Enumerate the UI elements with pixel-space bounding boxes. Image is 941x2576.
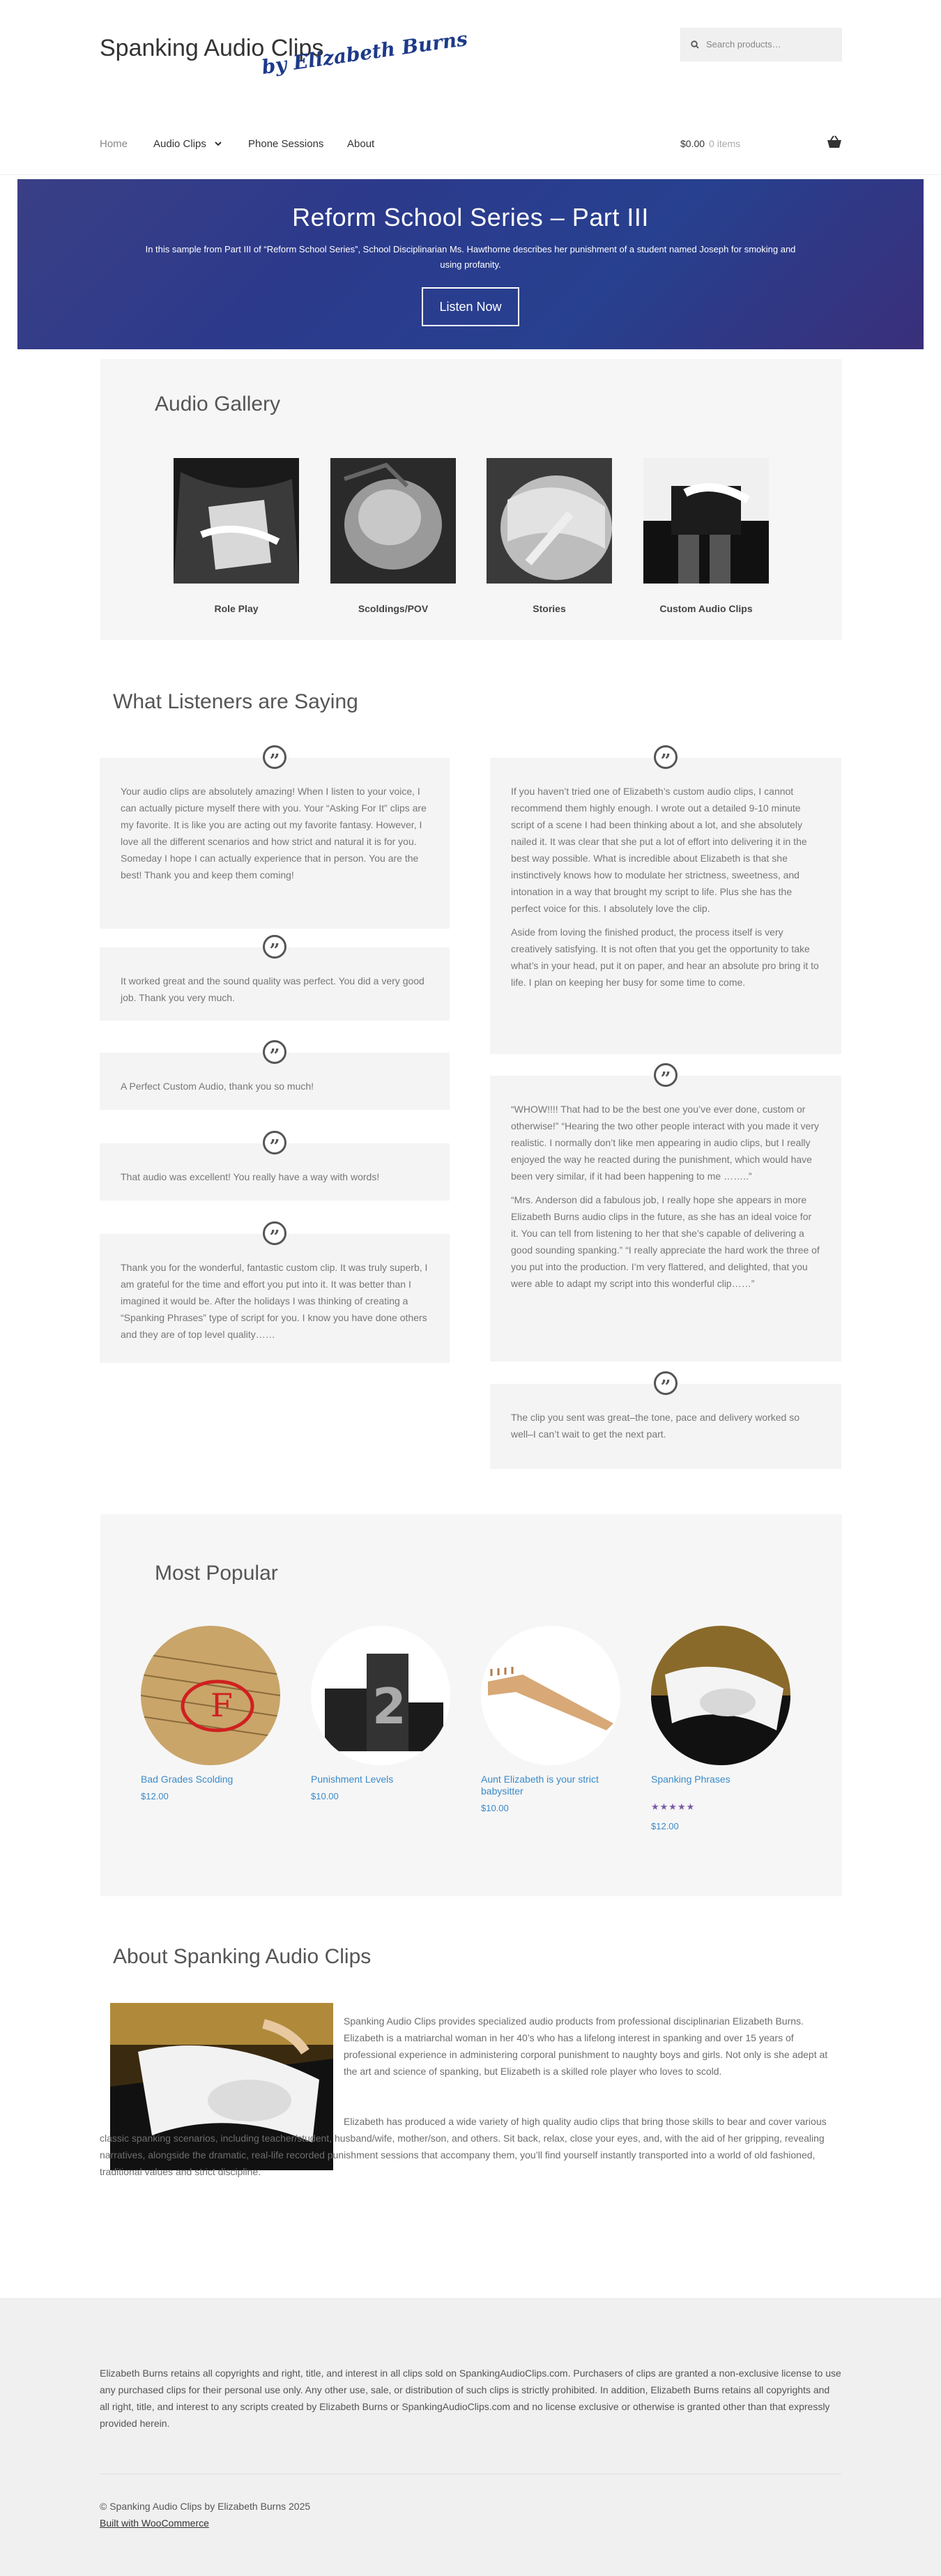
testimonial-card [100, 1046, 450, 1110]
testimonial-text: The clip you sent was great–the tone, pace and delivery worked so well–I can’t wait to get the next part. [511, 1412, 800, 1440]
hero-description: In this sample from Part III of “Reform School Series”, School Disciplinarian Ms. Hawthorne describes her punishment of a student named Joseph for smoking and using profanity. [145, 244, 796, 270]
hero-title: Reform School Series – Part III [292, 203, 649, 231]
product-name[interactable]: Bad Grades Scolding [141, 1774, 234, 1785]
testimonial-text: It worked great and the sound quality was perfect. You did a very good job. Thank you very much. [121, 975, 424, 1003]
product-name[interactable]: Punishment Levels [311, 1774, 394, 1785]
testimonial-card [100, 1136, 450, 1201]
about-paragraph: Spanking Audio Clips provides specialized audio products from professional disciplinarian Elizabeth Burns. Elizabeth is a matriarchal woman in her 40’s who has a lifelong interest in spanking and over 15 years of professional experience in administering corporal punishment to naughty boys and girls. Not only is she adept at the art and science of spanking, but Elizabeth is a skilled role player who loves to scold. [344, 2015, 828, 2077]
gallery-thumb-stories[interactable] [487, 458, 612, 584]
search-input[interactable] [680, 28, 842, 61]
nav-phone-sessions[interactable]: Phone Sessions [248, 138, 324, 150]
chevron-down-icon[interactable] [214, 140, 222, 147]
testimonial-text: “WHOW!!!! That had to be the best one you’ve ever done, custom or otherwise!” “Hearing the two other people interact with you made it very realistic. I normally don’t like men appearing in audio clips, but I really enjoyed the way he reacted during the punishment, which would have been very similar, if it had been happening to me ……..” [511, 1104, 819, 1182]
product-image-punishment-levels[interactable] [311, 1626, 450, 1765]
quote-icon: ” [263, 745, 286, 769]
testimonial-text: Your audio clips are absolutely amazing! When I listen to your voice, I can actually picture myself there with you. Your “Asking For It” clips are my favorite. It is like you are acting out my favorite fantasy. However, I love all the different scenarios and how strict and natural it is for you. Someday I hope I can actually experience that in person. You are the best! Thank you and keep them coming! [121, 786, 427, 881]
woocommerce-link[interactable]: Built with WooCommerce [100, 2517, 209, 2529]
product-price: $10.00 [311, 1791, 339, 1801]
product-image-babysitter[interactable] [481, 1626, 620, 1765]
product-price: $12.00 [651, 1821, 679, 1831]
search-icon [691, 40, 699, 49]
gallery-label-scoldings[interactable]: Scoldings/POV [358, 603, 429, 614]
cart-amount: $0.00 [680, 138, 705, 149]
gallery-thumb-role-play[interactable] [174, 458, 299, 584]
gallery-title: Audio Gallery [155, 393, 281, 416]
gallery-thumb-scoldings[interactable] [330, 458, 456, 584]
nav-home[interactable]: Home [100, 138, 128, 150]
hero-banner [17, 179, 924, 349]
footer-legal: Elizabeth Burns retains all copyrights and right, title, and interest in all clips sold on SpankingAudioClips.com. Purchasers of clips are granted a non-exclusive license to use any purchased clips for their personal use only. Any other use, sale, or distribution of such clips is strictly prohibited. In addition, Elizabeth Burns retains all copyrights and all right, title, and interest to any scripts created by Elizabeth Burns or SpankingAudioClips.com and no license exclusive or otherwise is granted other than that expressly provided herein. [100, 2368, 841, 2429]
gallery-label-stories[interactable]: Stories [533, 603, 566, 614]
star-rating-icon: ★★★★★ [651, 1801, 696, 1812]
testimonial-text: Thank you for the wonderful, fantastic custom clip. It was truly superb, I am grateful for the time and effort you put into it. It was better than I imagined it would be. After the holidays I was thinking of creating a “Spanking Phrases” type of script for you. I know you have done others and they are of top level quality…… [121, 1262, 428, 1340]
testimonials-title: What Listeners are Saying [113, 690, 358, 713]
testimonial-card [490, 751, 841, 1054]
nav-audio-clips[interactable]: Audio Clips [153, 138, 206, 150]
about-paragraph: Elizabeth has produced a wide variety of high quality audio clips that bring those skills to bear and cover various classic spanking scenarios, including teacher/student, husband/wife, mother/son, and others. Sit back, relax, close your eyes, and, with the aid of her gripping, revealing narratives, alongside the dramatic, real-life recorded punishment sessions that accompany them, you’ll find yourself instantly transported into a world of old fashioned, traditional values and strict discipline. [100, 2116, 827, 2177]
product-price: $10.00 [481, 1803, 509, 1813]
most-popular-section [100, 1514, 842, 1896]
search-placeholder: Search products… [706, 39, 781, 49]
header-divider [0, 174, 941, 175]
basket-icon[interactable] [827, 135, 842, 149]
footer [0, 2298, 941, 2576]
cart-items: 0 items [709, 138, 741, 149]
testimonial-card [100, 1227, 450, 1363]
gallery-thumb-custom-clips[interactable] [643, 458, 769, 584]
cart-link[interactable] [680, 138, 740, 149]
quote-icon: ” [654, 1063, 678, 1087]
testimonial-card [100, 940, 450, 1021]
testimonial-card [490, 1377, 841, 1469]
svg-text:F: F [211, 1686, 233, 1724]
product-image-spanking-phrases[interactable] [651, 1626, 790, 1765]
quote-icon: ” [263, 1040, 286, 1064]
product-price: $12.00 [141, 1791, 169, 1801]
quote-icon: ” [654, 745, 678, 769]
testimonial-text: That audio was excellent! You really have a way with words! [121, 1171, 380, 1182]
product-name[interactable]: Aunt Elizabeth is your strict babysitter [481, 1774, 599, 1797]
gallery-label-role-play[interactable]: Role Play [214, 603, 259, 614]
popular-title: Most Popular [155, 1562, 278, 1585]
testimonial-text: If you haven’t tried one of Elizabeth’s custom audio clips, I cannot recommend them highly enough. I wrote out a detailed 9-10 minute script of a scene I had been thinking about a lot, and she absolutely nailed it. It was clear that she put a lot of effort into delivering it in the best way possible. What is incredible about Elizabeth is that she instinctively knows how to modulate her strictness, sweetness, and intonation in a way that brought my script to life. Plus she has the perfect voice for this. I absolutely love the clip. [511, 786, 807, 914]
footer-copyright: © Spanking Audio Clips by Elizabeth Burns 2025 [100, 2501, 311, 2512]
testimonial-text: A Perfect Custom Audio, thank you so much! [121, 1081, 314, 1092]
quote-icon: ” [654, 1371, 678, 1395]
product-name[interactable]: Spanking Phrases [651, 1774, 730, 1785]
site-title[interactable]: Spanking Audio Clips [100, 35, 324, 61]
listen-now-button[interactable]: Listen Now [422, 287, 519, 326]
testimonial-card [100, 751, 450, 929]
quote-icon: ” [263, 1221, 286, 1245]
testimonial-text: Aside from loving the finished product, the process itself is very creatively satisfying. It is not often that you get the opportunity to take what’s in your head, put it on paper, and hear an absolute pro bring it to life. I plan on keeping her busy for some time to come. [511, 927, 819, 988]
svg-text:2: 2 [372, 1678, 406, 1735]
quote-icon: ” [263, 1131, 286, 1154]
about-title: About Spanking Audio Clips [113, 1945, 372, 1968]
testimonial-card [490, 1069, 841, 1362]
nav-about[interactable]: About [347, 138, 375, 150]
testimonial-text: “Mrs. Anderson did a fabulous job, I really hope she appears in more Elizabeth Burns audio clips in the future, as she has an ideal voice for it. You can tell from listening to her that she’s capable of delivering a good sounding spanking.” “I really appreciate the hard work the three of you put into the production. I’m very flattered, and delighted, that you were able to adapt my script into this wonderful clip……” [511, 1194, 820, 1289]
audio-gallery-section [100, 359, 842, 640]
byline-logo: by Elizabeth Burns [260, 26, 469, 79]
gallery-label-custom-clips[interactable]: Custom Audio Clips [659, 603, 753, 614]
product-image-bad-grades[interactable] [141, 1626, 280, 1765]
quote-icon: ” [263, 935, 286, 959]
